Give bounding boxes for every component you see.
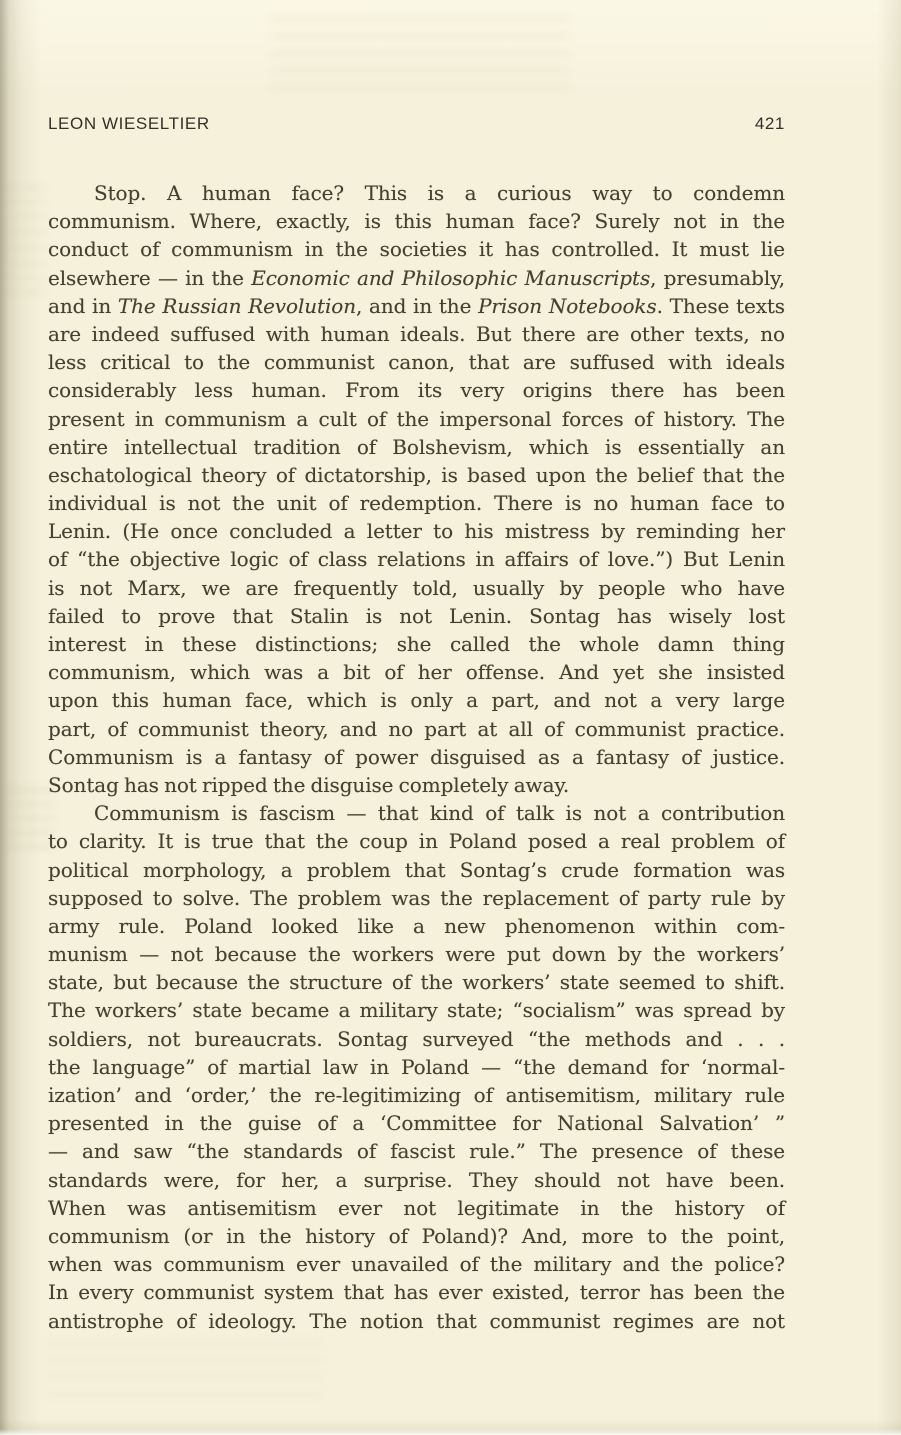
text-line: to clarity. It is true that the coup in Poland posed a real problem of xyxy=(48,829,785,854)
text-line: In every communist system that has ever existed, terror has been the xyxy=(48,1280,785,1305)
text-line: are indeed suffused with human ideals. But there are other texts, no xyxy=(48,321,785,346)
text-line: soldiers, not bureaucrats. Sontag surveyed “the methods and . . . xyxy=(48,1026,785,1051)
text-line: Lenin. (He once concluded a letter to his mistress by reminding her xyxy=(48,519,785,544)
text-line: communism, which was a bit of her offense. And yet she insisted xyxy=(48,660,785,685)
text-line: when was communism ever unavailed of the military and the police? xyxy=(48,1252,785,1277)
text-line: Communism is a fantasy of power disguised as a fantasy of justice. xyxy=(48,744,785,769)
text-line: state, but because the structure of the workers’ state seemed to shift. xyxy=(48,970,785,995)
text-line: Stop. A human face? This is a curious way to condemn xyxy=(94,181,785,205)
text-line: eschatological theory of dictatorship, is based upon the belief that the xyxy=(48,462,785,487)
text-line: and in The Russian Revolution, and in the Prison Notebooks. These texts xyxy=(48,293,785,318)
text-line: presented in the guise of a ‘Committee for National Salvation’ ” xyxy=(48,1111,785,1136)
text-line: the language” of martial law in Poland — “the demand for ‘normal- xyxy=(48,1054,785,1079)
text-line: upon this human face, which is only a part, and not a very large xyxy=(48,688,785,713)
running-header-author: LEON WIESELTIER xyxy=(48,114,210,133)
text-line: entire intellectual tradition of Bolshevism, which is essentially an xyxy=(48,434,785,459)
text-line: When was antisemitism ever not legitimate in the history of xyxy=(48,1195,785,1220)
paragraph xyxy=(48,799,785,1335)
scan-artifact xyxy=(4,788,54,852)
text-line: communism (or in the history of Poland)? And, more to the point, xyxy=(48,1223,785,1248)
page-number: 421 xyxy=(754,114,785,133)
text-line: antistrophe of ideology. The notion that communist regimes are not xyxy=(48,1308,785,1333)
running-header xyxy=(48,114,785,134)
text-line: less critical to the communist canon, that are suffused with ideals xyxy=(48,350,785,375)
scan-artifact xyxy=(45,1340,325,1404)
text-line: Sontag has not ripped the disguise completely away. xyxy=(48,772,570,797)
text-line: elsewhere — in the Economic and Philosophic Manuscripts, presumably, xyxy=(48,265,785,290)
italic-book-title: Prison Notebooks xyxy=(478,293,657,318)
italic-book-title: The Russian Revolution xyxy=(117,293,356,318)
text-line: ization’ and ‘order,’ the re-legitimizing of antisemitism, military rule xyxy=(48,1083,785,1107)
text-line: The workers’ state became a military state; “socialism” was spread by xyxy=(48,998,785,1023)
text-line: army rule. Poland looked like a new phenomenon within com- xyxy=(48,913,785,938)
text-line: considerably less human. From its very origins there has been xyxy=(48,378,785,403)
text-line: munism — not because the workers were put down by the workers’ xyxy=(48,942,785,967)
text-line: political morphology, a problem that Sontag’s crude formation was xyxy=(48,857,785,882)
text-line: conduct of communism in the societies it has controlled. It must lie xyxy=(48,237,785,262)
text-line: Communism is fascism — that kind of talk is not a contribution xyxy=(94,801,785,826)
scan-artifact xyxy=(270,16,570,96)
text-line: of “the objective logic of class relations in affairs of love.”) But Lenin xyxy=(48,547,785,572)
text-line: supposed to solve. The problem was the replacement of party rule by xyxy=(48,885,785,910)
text-line: part, of communist theory, and no part at all of communist practice. xyxy=(48,716,785,741)
text-line: is not Marx, we are frequently told, usually by people who have xyxy=(48,575,785,600)
text-line: interest in these distinctions; she called the whole damn thing xyxy=(48,632,785,656)
text-line: standards were, for her, a surprise. They should not have been. xyxy=(48,1167,785,1192)
text-line: individual is not the unit of redemption. There is no human face to xyxy=(48,491,785,516)
text-line: — and saw “the standards of fascist rule.” The presence of these xyxy=(48,1139,785,1164)
text-line: present in communism a cult of the impersonal forces of history. The xyxy=(48,406,785,431)
scan-artifact xyxy=(4,185,46,305)
paragraph xyxy=(48,179,785,799)
italic-book-title: Economic and Philosophic Manuscripts xyxy=(251,265,651,290)
page-body-text xyxy=(48,179,785,1335)
text-line: communism. Where, exactly, is this human face? Surely not in the xyxy=(48,209,785,234)
text-line: failed to prove that Stalin is not Lenin. Sontag has wisely lost xyxy=(48,603,785,628)
page-edge-shadow xyxy=(0,1429,901,1435)
